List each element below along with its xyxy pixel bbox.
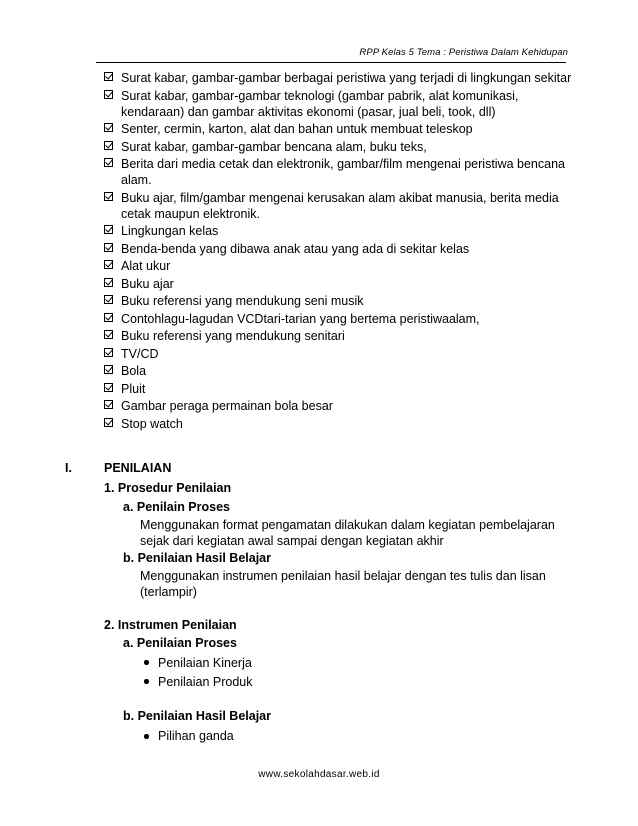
section-number: I. bbox=[65, 461, 72, 475]
checkbox-checked-icon bbox=[104, 260, 113, 269]
checklist-item: Stop watch bbox=[104, 416, 574, 432]
checklist-item: Lingkungan kelas bbox=[104, 223, 574, 239]
prosedur-a-heading: a. Penilain Proses bbox=[123, 500, 230, 514]
page-footer: www.sekolahdasar.web.id bbox=[258, 769, 380, 780]
checklist-item: Surat kabar, gambar-gambar bencana alam, buku teks, bbox=[104, 139, 574, 155]
checklist-item: Buku referensi yang mendukung senitari bbox=[104, 328, 574, 344]
checkbox-checked-icon bbox=[104, 330, 113, 339]
checklist-item: Bola bbox=[104, 363, 574, 379]
checkbox-checked-icon bbox=[104, 225, 113, 234]
checkbox-checked-icon bbox=[104, 72, 113, 81]
page-header: RPP Kelas 5 Tema : Peristiwa Dalam Kehidupan bbox=[359, 47, 568, 58]
checklist-item: TV/CD bbox=[104, 346, 574, 362]
bullet-icon bbox=[144, 679, 149, 684]
checkbox-checked-icon bbox=[104, 123, 113, 132]
checkbox-checked-icon bbox=[104, 192, 113, 201]
checkbox-checked-icon bbox=[104, 348, 113, 357]
prosedur-heading: 1. Prosedur Penilaian bbox=[104, 481, 232, 495]
checkbox-checked-icon bbox=[104, 418, 113, 427]
checkbox-checked-icon bbox=[104, 365, 113, 374]
checklist-item: Senter, cermin, karton, alat dan bahan untuk membuat teleskop bbox=[104, 121, 574, 137]
checklist-item: Alat ukur bbox=[104, 258, 574, 274]
section-title: PENILAIAN bbox=[104, 461, 172, 475]
instrumen-b-heading: b. Penilaian Hasil Belajar bbox=[123, 709, 271, 723]
instrumen-a-item: Penilaian Kinerja bbox=[158, 656, 252, 670]
instrumen-heading: 2. Instrumen Penilaian bbox=[104, 618, 237, 632]
checkbox-checked-icon bbox=[104, 278, 113, 287]
checkbox-checked-icon bbox=[104, 90, 113, 99]
checklist-item: Gambar peraga permainan bola besar bbox=[104, 398, 574, 414]
checklist-item: Berita dari media cetak dan elektronik, gambar/film mengenai peristiwa bencana alam. bbox=[104, 156, 574, 188]
prosedur-b-heading: b. Penilaian Hasil Belajar bbox=[123, 551, 271, 565]
checklist-item: Surat kabar, gambar-gambar teknologi (gambar pabrik, alat komunikasi, kendaraan) dan gambar aktivitas ekonomi (pasar, jual beli, took, dll) bbox=[104, 88, 574, 120]
prosedur-b-text: Menggunakan instrumen penilaian hasil belajar dengan tes tulis dan lisan (terlampir) bbox=[140, 569, 546, 599]
instrumen-a-heading: a. Penilaian Proses bbox=[123, 636, 237, 650]
checklist-item: Benda-benda yang dibawa anak atau yang ada di sekitar kelas bbox=[104, 241, 574, 257]
checklist-item: Buku ajar bbox=[104, 276, 574, 292]
checkbox-checked-icon bbox=[104, 313, 113, 322]
checklist-item: Buku ajar, film/gambar mengenai kerusakan alam akibat manusia, berita media cetak maupun elektronik. bbox=[104, 190, 574, 222]
bullet-icon bbox=[144, 734, 149, 739]
instrumen-b-item: Pilihan ganda bbox=[158, 729, 234, 743]
checklist-item: Surat kabar, gambar-gambar berbagai peristiwa yang terjadi di lingkungan sekitar bbox=[104, 70, 574, 86]
bullet-icon bbox=[144, 660, 149, 665]
instrumen-a-item: Penilaian Produk bbox=[158, 675, 253, 689]
checklist-item: Buku referensi yang mendukung seni musik bbox=[104, 293, 574, 309]
header-rule bbox=[96, 62, 566, 63]
checkbox-checked-icon bbox=[104, 383, 113, 392]
checkbox-checked-icon bbox=[104, 295, 113, 304]
checklist-item: Pluit bbox=[104, 381, 574, 397]
checkbox-checked-icon bbox=[104, 158, 113, 167]
checkbox-checked-icon bbox=[104, 141, 113, 150]
prosedur-a-text: Menggunakan format pengamatan dilakukan dalam kegiatan pembelajaran sejak dari kegiatan awal sampai dengan kegiatan akhir bbox=[140, 518, 555, 548]
checkbox-checked-icon bbox=[104, 243, 113, 252]
checkbox-checked-icon bbox=[104, 400, 113, 409]
media-checklist bbox=[104, 70, 574, 433]
checklist-item: Contohlagu-lagudan VCDtari-tarian yang bertema peristiwaalam, bbox=[104, 311, 574, 327]
